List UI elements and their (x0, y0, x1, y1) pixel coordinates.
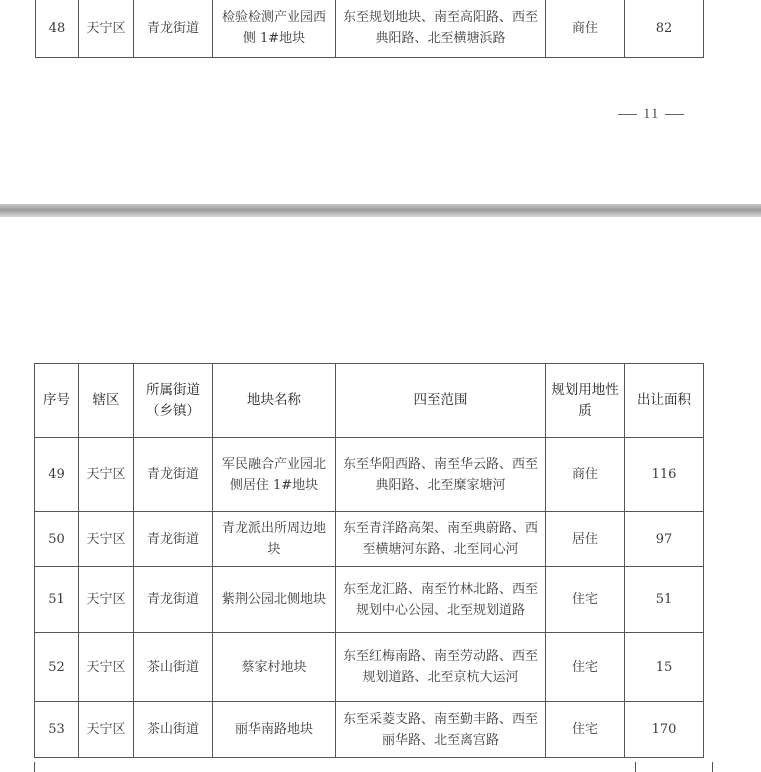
cell-boundaries: 东至规划地块、南至高阳路、西至典阳路、北至横塘浜路 (336, 0, 546, 58)
header-serial-number: 序号 (35, 364, 79, 438)
header-area: 出让面积 (625, 364, 704, 438)
cell-serial-number: 53 (35, 702, 79, 758)
document-page-previous (0, 0, 761, 204)
table-row (36, 0, 704, 58)
cell-street: 青龙街道 (134, 512, 213, 567)
page-number-value: 11 (643, 106, 660, 123)
table-header-row (35, 364, 704, 438)
cell-land-use: 住宅 (546, 702, 625, 758)
cell-street: 茶山街道 (134, 702, 213, 758)
header-boundaries: 四至范围 (336, 364, 546, 438)
cell-boundaries: 东至龙汇路、南至竹林北路、西至规划中心公园、北至规划道路 (336, 567, 546, 633)
cell-boundaries: 东至采菱支路、南至勤丰路、西至丽华路、北至离宫路 (336, 702, 546, 758)
table-row (35, 512, 704, 567)
cell-parcel-name: 蔡家村地块 (213, 633, 336, 702)
cell-land-use: 居住 (546, 512, 625, 567)
cell-serial-number: 48 (36, 0, 79, 58)
page-separator (0, 204, 761, 217)
cell-district: 天宁区 (79, 702, 134, 758)
header-street: 所属街道（乡镇） (134, 364, 213, 438)
cell-area: 170 (625, 702, 704, 758)
header-parcel-name: 地块名称 (213, 364, 336, 438)
cell-district: 天宁区 (79, 438, 134, 512)
cell-district: 天宁区 (79, 0, 134, 58)
land-parcel-table (34, 363, 704, 758)
cell-area: 116 (625, 438, 704, 512)
cell-area: 97 (625, 512, 704, 567)
cell-serial-number: 50 (35, 512, 79, 567)
cell-district: 天宁区 (79, 633, 134, 702)
header-district: 辖区 (79, 364, 134, 438)
cell-serial-number: 49 (35, 438, 79, 512)
cell-parcel-name: 紫荆公园北侧地块 (213, 567, 336, 633)
cell-area: 51 (625, 567, 704, 633)
cell-area: 82 (625, 0, 704, 58)
page-number-dash-right (665, 114, 684, 115)
cell-parcel-name: 检验检测产业园西侧 1#地块 (213, 0, 336, 58)
cell-street: 茶山街道 (134, 633, 213, 702)
cell-parcel-name: 青龙派出所周边地块 (213, 512, 336, 567)
cell-boundaries: 东至红梅南路、南至劳动路、西至规划道路、北至京杭大运河 (336, 633, 546, 702)
cell-land-use: 商住 (546, 0, 625, 58)
page-number-dash-left (618, 114, 637, 115)
cell-serial-number: 52 (35, 633, 79, 702)
cell-district: 天宁区 (79, 567, 134, 633)
cell-parcel-name: 丽华南路地块 (213, 702, 336, 758)
land-parcel-table-continued (35, 0, 704, 58)
cell-boundaries: 东至青洋路高架、南至典蔚路、西至横塘河东路、北至同心河 (336, 512, 546, 567)
table-row (35, 702, 704, 758)
cell-district: 天宁区 (79, 512, 134, 567)
table-row (35, 633, 704, 702)
document-page-current (0, 217, 761, 772)
cell-street: 青龙街道 (134, 567, 213, 633)
cell-land-use: 商住 (546, 438, 625, 512)
cell-serial-number: 51 (35, 567, 79, 633)
page-number (612, 106, 690, 123)
next-row-partial (34, 762, 713, 772)
header-land-use: 规划用地性质 (546, 364, 625, 438)
cell-boundaries: 东至华阳西路、南至华云路、西至典阳路、北至糜家塘河 (336, 438, 546, 512)
cell-area: 15 (625, 633, 704, 702)
cell-street: 青龙街道 (134, 438, 213, 512)
cell-land-use: 住宅 (546, 633, 625, 702)
cell-land-use: 住宅 (546, 567, 625, 633)
table-row (35, 438, 704, 512)
cell-parcel-name: 军民融合产业园北侧居住 1#地块 (213, 438, 336, 512)
cell-street: 青龙街道 (134, 0, 213, 58)
table-row (35, 567, 704, 633)
